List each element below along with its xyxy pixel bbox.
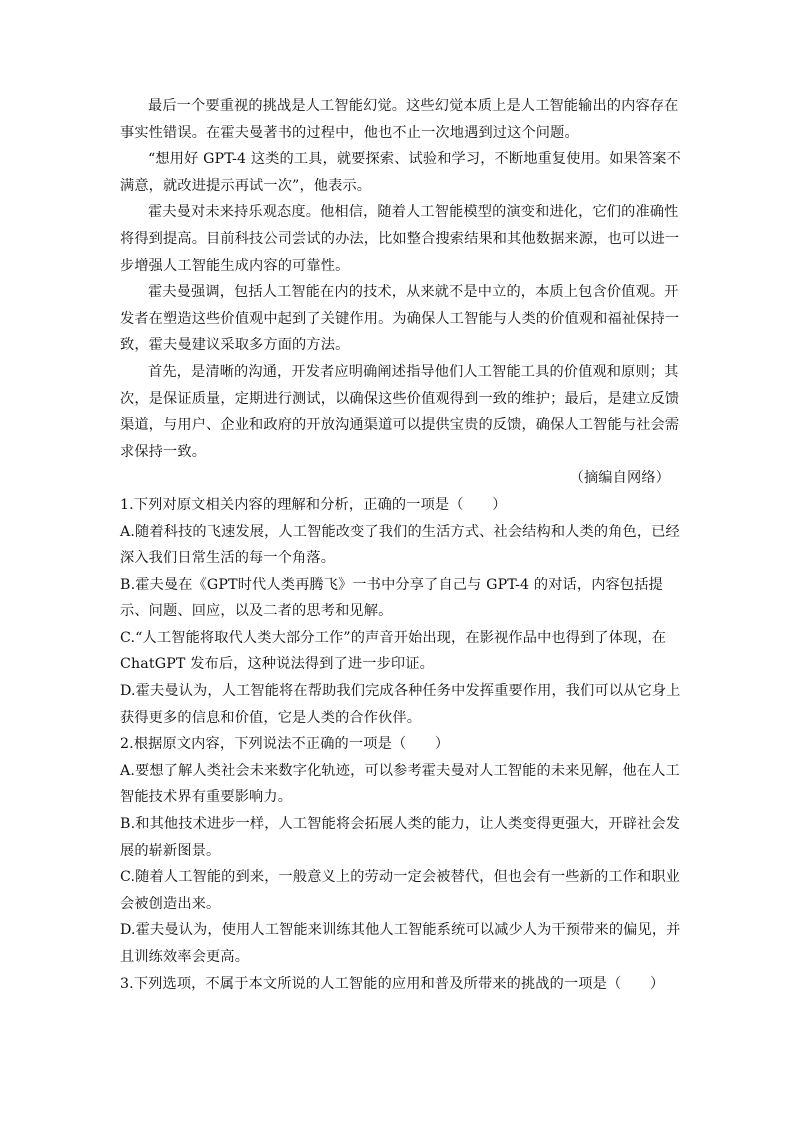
- passage-line: 满意，就改进提示再试一次”，他表示。: [120, 177, 372, 194]
- passage-line: 霍夫曼对未来持乐观态度。他相信，随着人工智能模型的演变和进化，它们的准确性: [148, 204, 679, 221]
- question-2-option-a-cont: 智能技术界有重要影响力。: [120, 789, 293, 806]
- question-1-option-d: D.霍夫曼认为，人工智能将在帮助我们完成各种任务中发挥重要作用，我们可以从它身上: [120, 683, 681, 700]
- question-1-option-a: A.随着科技的飞速发展，人工智能改变了我们的生活方式、社会结构和人类的角色，已经: [120, 523, 680, 540]
- question-2-option-b-cont: 展的崭新图景。: [120, 842, 221, 859]
- questions: [120, 492, 681, 997]
- question-2-stem: 2.根据原文内容，下列说法不正确的一项是（ ）: [120, 736, 450, 753]
- passage-line: 将得到提高。目前科技公司尝试的办法，比如整合搜索结果和其他数据来源，也可以进一: [120, 230, 680, 247]
- question-1-option-a-cont: 深入我们日常生活的每一个角落。: [120, 550, 336, 567]
- passage: [120, 93, 681, 465]
- passage-line: 求保持一致。: [120, 443, 207, 460]
- question-2-option-a: A.要想了解人类社会未来数字化轨迹，可以参考霍夫曼对人工智能的未来见解，他在人工: [120, 762, 680, 779]
- question-3-stem: 3.下列选项，不属于本文所说的人工智能的应用和普及所带来的挑战的一项是（ ）: [120, 975, 665, 992]
- source-note: （摘编自网络）: [569, 470, 670, 487]
- question-1-option-b-cont: 示、问题、回应，以及二者的思考和见解。: [120, 603, 393, 620]
- question-1-option-b: B.霍夫曼在《GPT时代人类再腾飞》一书中分享了自己与 GPT-4 的对话，内容包括提: [120, 576, 663, 593]
- question-1-option-c: C.“人工智能将取代人类大部分工作”的声音开始出现，在影视作品中也得到了体现，在: [120, 629, 667, 646]
- question-1-stem: 1.下列对原文相关内容的理解和分析，正确的一项是（ ）: [120, 496, 507, 513]
- passage-line: 首先，是清晰的沟通，开发者应明确阐述指导他们人工智能工具的价值观和原则；其: [148, 363, 679, 380]
- passage-line: 步增强人工智能生成内容的可靠性。: [120, 257, 350, 274]
- question-1-option-d-cont: 获得更多的信息和价值，它是人类的合作伙伴。: [120, 709, 422, 726]
- passage-line: 渠道，与用户、企业和政府的开放沟通渠道可以提供宝贵的反馈，确保人工智能与社会需: [120, 417, 680, 434]
- question-2-option-d: D.霍夫曼认为，使用人工智能来训练其他人工智能系统可以减少人为干预带来的偏见，并: [120, 922, 681, 939]
- question-2-option-c-cont: 会被创造出来。: [120, 895, 221, 912]
- passage-line: 次，是保证质量，定期进行测试，以确保这些价值观得到一致的维护；最后，是建立反馈: [120, 390, 680, 407]
- question-1-option-c-cont: ChatGPT 发布后，这种说法得到了进一步印证。: [120, 656, 434, 673]
- passage-line: 发者在塑造这些价值观中起到了关键作用。为确保人工智能与人类的价值观和福祉保持一: [120, 310, 680, 327]
- passage-line: 霍夫曼强调，包括人工智能在内的技术，从来就不是中立的，本质上包含价值观。开: [148, 284, 679, 301]
- passage-line: 最后一个要重视的挑战是人工智能幻觉。这些幻觉本质上是人工智能输出的内容存在: [148, 98, 679, 114]
- question-2-option-c: C.随着人工智能的到来，一般意义上的劳动一定会被替代，但也会有一些新的工作和职业: [120, 869, 680, 886]
- passage-line: “想用好 GPT-4 这类的工具，就要探索、试验和学习，不断地重复使用。如果答案不: [148, 151, 681, 168]
- document-page: [120, 93, 681, 997]
- question-2-option-d-cont: 且训练效率会更高。: [120, 949, 250, 965]
- question-2-option-b: B.和其他技术进步一样，人工智能将会拓展人类的能力，让人类变得更强大，开辟社会发: [120, 816, 681, 833]
- passage-line: 致，霍夫曼建议采取多方面的方法。: [120, 337, 350, 354]
- passage-line: 事实性错误。在霍夫曼著书的过程中，他也不止一次地遇到过这个问题。: [120, 124, 579, 141]
